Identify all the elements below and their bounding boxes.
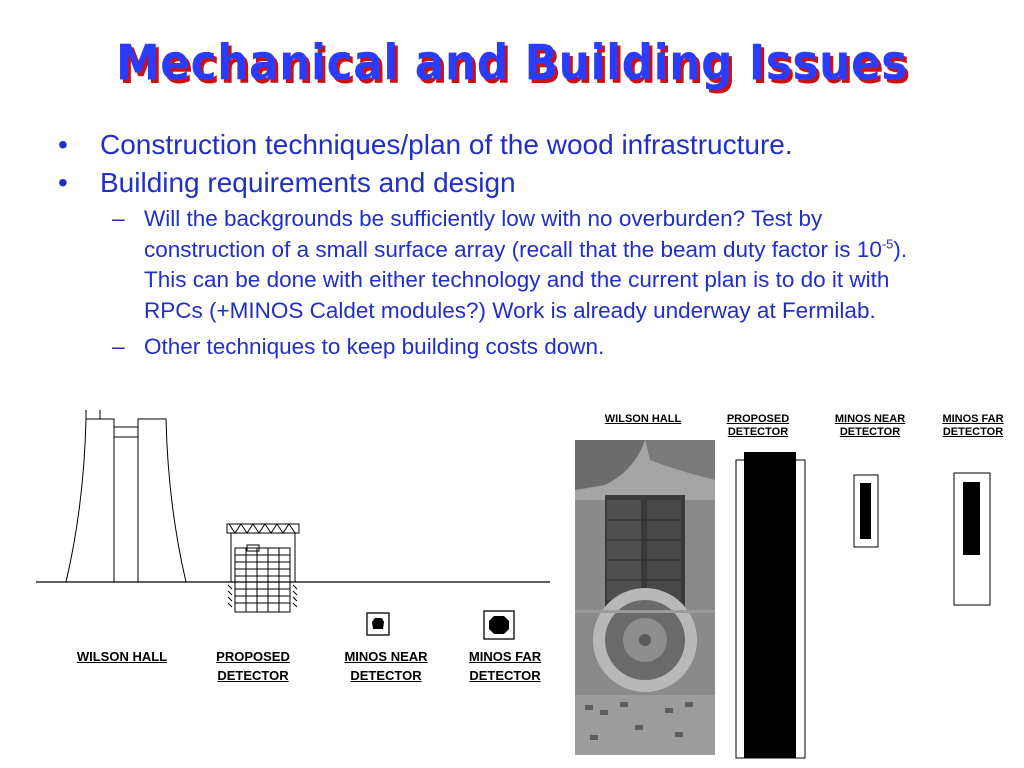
subbullet-text-continued: ). This can be done with either technology and the current plan is to do it with RPCs (+MINOS Caldet modules?) Work is already underway at Fermilab. — [144, 236, 908, 323]
label-line: DETECTOR — [942, 426, 1004, 438]
aerial-label-wilson-hall — [595, 413, 691, 426]
subbullet-item — [112, 332, 988, 363]
aerial-label-minos-far — [930, 413, 1016, 439]
minos-near-footprint — [853, 474, 879, 548]
label-line: PROPOSED — [726, 413, 790, 425]
subbullet-marker: – — [112, 334, 125, 359]
side-label-minos-near — [331, 647, 441, 685]
proposed-detector-footprint — [735, 450, 807, 760]
label-line: MINOS NEAR — [344, 649, 428, 664]
aerial-label-minos-near — [824, 413, 916, 439]
bullet-item — [58, 128, 988, 162]
wilson-hall-drawing — [66, 410, 186, 582]
label-line: WILSON HALL — [604, 413, 682, 425]
label-line: PROPOSED — [216, 649, 290, 664]
label-line: MINOS FAR — [468, 649, 542, 664]
side-label-proposed-detector — [203, 647, 303, 685]
bullet-text: Building requirements and design — [100, 167, 516, 198]
bullet-item — [58, 166, 988, 200]
subbullet-item — [112, 204, 944, 326]
side-label-minos-far — [455, 647, 555, 685]
label-line: DETECTOR — [727, 426, 789, 438]
label-line: DETECTOR — [217, 668, 289, 683]
label-line: WILSON HALL — [76, 649, 168, 664]
bullet-list — [58, 128, 988, 363]
subbullet-marker: – — [112, 206, 125, 231]
side-view-diagram — [30, 405, 560, 620]
bullet-marker: • — [58, 129, 68, 160]
subbullet-text: Other techniques to keep building costs down. — [144, 334, 605, 359]
minos-near-icon — [366, 612, 390, 636]
minos-far-icon — [483, 610, 515, 640]
exponent: -5 — [881, 236, 894, 251]
bullet-marker: • — [58, 167, 68, 198]
subbullet-text: Will the backgrounds be sufficiently low with no overburden? Test by construction of a small surface array (recall that the beam duty factor is 10 — [144, 206, 882, 262]
minos-far-footprint — [953, 472, 991, 606]
wilson-hall-aerial-photo — [575, 440, 715, 755]
side-label-wilson-hall — [66, 647, 178, 666]
label-line: DETECTOR — [839, 426, 901, 438]
label-line: MINOS NEAR — [834, 413, 906, 425]
proposed-detector-drawing — [227, 524, 299, 612]
label-line: DETECTOR — [469, 668, 541, 683]
aerial-label-proposed-detector — [712, 413, 804, 439]
bullet-text: Construction techniques/plan of the wood infrastructure. — [100, 129, 793, 160]
slide-title: Mechanical and Building Issues — [116, 34, 908, 93]
label-line: MINOS FAR — [942, 413, 1004, 425]
label-line: DETECTOR — [350, 668, 422, 683]
